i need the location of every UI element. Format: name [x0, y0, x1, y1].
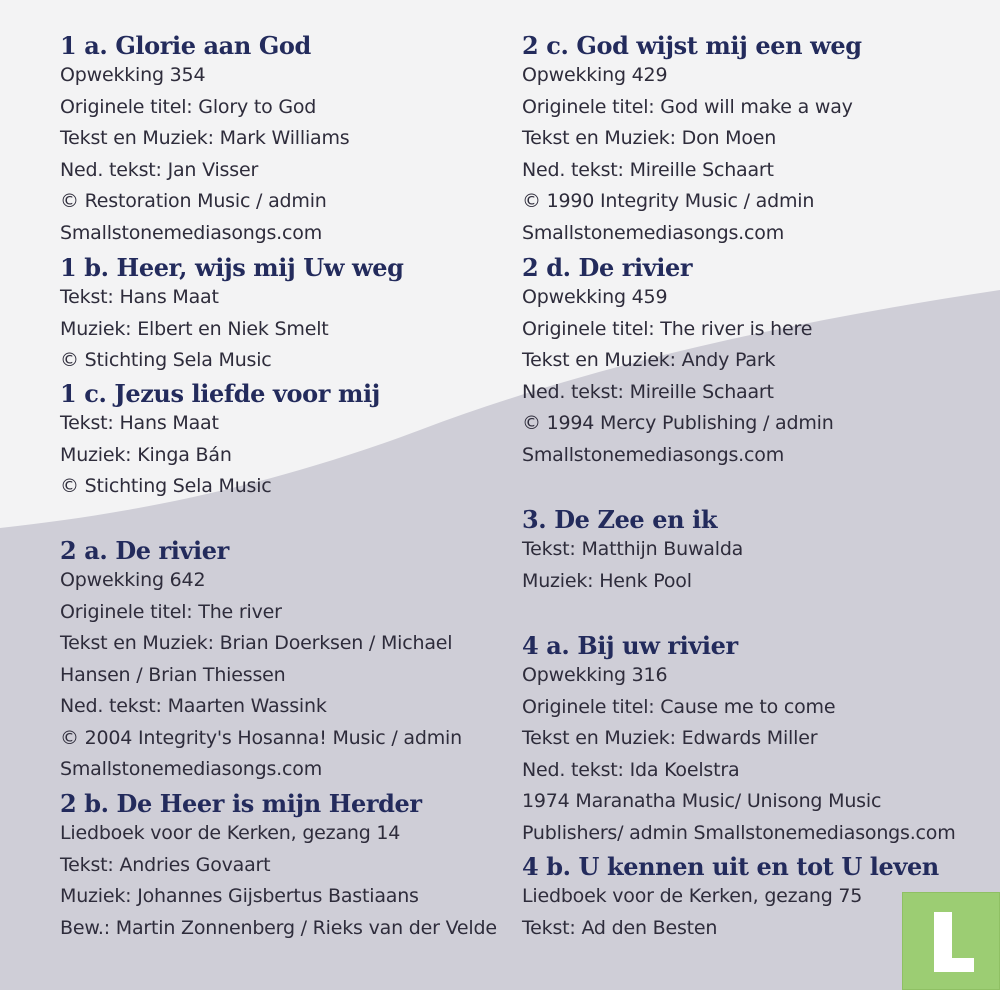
song-title: 4 b. U kennen uit en tot U leven [522, 852, 939, 881]
credit-line: Opwekking 642 [60, 569, 206, 591]
song-title: 1 c. Jezus liefde voor mij [60, 379, 380, 408]
credit-line: Smallstonemediasongs.com [522, 443, 784, 466]
bleed-through-text [932, 30, 1000, 118]
credit-line: Publishers/ admin Smallstonemediasongs.com [522, 821, 956, 844]
credit-line: Liedboek voor de Kerken, gezang 14 [60, 822, 401, 844]
credit-line: Ned. tekst: Maarten Wassink [60, 695, 327, 717]
song-entry-2c [522, 32, 862, 249]
credit-line: Tekst: Hans Maat [60, 412, 219, 434]
song-entry-4a [522, 632, 956, 849]
song-title: 1 a. Glorie aan God [60, 31, 311, 60]
song-title: 1 b. Heer, wijs mij Uw weg [60, 253, 404, 282]
credit-line: Ned. tekst: Mireille Schaart [522, 380, 774, 403]
song-title: 2 c. God wijst mij een weg [522, 31, 862, 60]
credit-line: Opwekking 316 [522, 664, 668, 686]
song-entry-2a [60, 537, 462, 786]
credit-line: Muziek: Elbert en Niek Smelt [60, 317, 329, 340]
credit-line: Originele titel: God will make a way [522, 95, 853, 118]
credit-line: Tekst en Muziek: Brian Doerksen / Michael [60, 632, 453, 654]
credit-line: Tekst: Andries Govaart [60, 853, 271, 876]
credit-line: Tekst: Matthijn Buwalda [522, 538, 744, 560]
credit-line: Muziek: Kinga Bán [60, 443, 232, 466]
credit-line: © 2004 Integrity's Hosanna! Music / admin [60, 726, 462, 749]
credit-line: Muziek: Johannes Gijsbertus Bastiaans [60, 885, 419, 907]
credit-line: © Stichting Sela Music [60, 475, 272, 497]
song-entry-1a [60, 32, 349, 249]
credit-line: Ned. tekst: Ida Koelstra [522, 758, 740, 781]
credit-line: © 1994 Mercy Publishing / admin [522, 412, 834, 434]
song-title: 2 a. De rivier [60, 536, 229, 565]
lastdodo-l-logo-icon [902, 892, 1000, 990]
song-entry-2d [522, 254, 834, 471]
song-entry-1c [60, 380, 380, 503]
song-title: 2 b. De Heer is mijn Herder [60, 789, 422, 818]
song-entry-3 [522, 506, 743, 597]
credit-line: Opwekking 429 [522, 64, 668, 86]
credit-line: Muziek: Henk Pool [522, 569, 692, 592]
credit-line: Originele titel: Cause me to come [522, 695, 836, 718]
song-title: 4 a. Bij uw rivier [522, 631, 738, 660]
song-title: 2 d. De rivier [522, 253, 693, 282]
credit-line: Tekst en Muziek: Don Moen [522, 127, 777, 149]
credit-line: Ned. tekst: Mireille Schaart [522, 158, 774, 181]
credit-line: Bew.: Martin Zonnenberg / Rieks van der Velde [60, 916, 497, 939]
credit-line: Tekst en Muziek: Andy Park [522, 349, 776, 371]
song-entry-2b [60, 790, 497, 944]
credit-line: © Restoration Music / admin [60, 190, 327, 212]
credit-line: Smallstonemediasongs.com [60, 758, 322, 780]
credit-line: © 1990 Integrity Music / admin [522, 190, 815, 212]
credit-line: Ned. tekst: Jan Visser [60, 158, 259, 181]
credit-line: Tekst en Muziek: Mark Williams [60, 127, 350, 149]
credit-line: Smallstonemediasongs.com [60, 221, 322, 244]
song-entry-1b [60, 254, 404, 377]
credit-line: Originele titel: The river [60, 600, 282, 623]
credit-line: Hansen / Brian Thiessen [60, 663, 286, 686]
credit-line: Smallstonemediasongs.com [522, 221, 784, 244]
credit-line: Opwekking 354 [60, 64, 206, 86]
song-entry-4b [522, 853, 939, 944]
credit-line: © Stichting Sela Music [60, 349, 272, 371]
credit-line: Tekst en Muziek: Edwards Miller [522, 727, 818, 749]
credit-line: Liedboek voor de Kerken, gezang 75 [522, 885, 863, 907]
song-title: 3. De Zee en ik [522, 505, 718, 534]
credit-line: 1974 Maranatha Music/ Unisong Music [522, 790, 882, 812]
credit-line: Tekst: Hans Maat [60, 286, 219, 308]
credit-line: Originele titel: Glory to God [60, 95, 317, 118]
credit-line: Tekst: Ad den Besten [522, 916, 718, 939]
credit-line: Originele titel: The river is here [522, 317, 813, 340]
credit-line: Opwekking 459 [522, 286, 668, 308]
